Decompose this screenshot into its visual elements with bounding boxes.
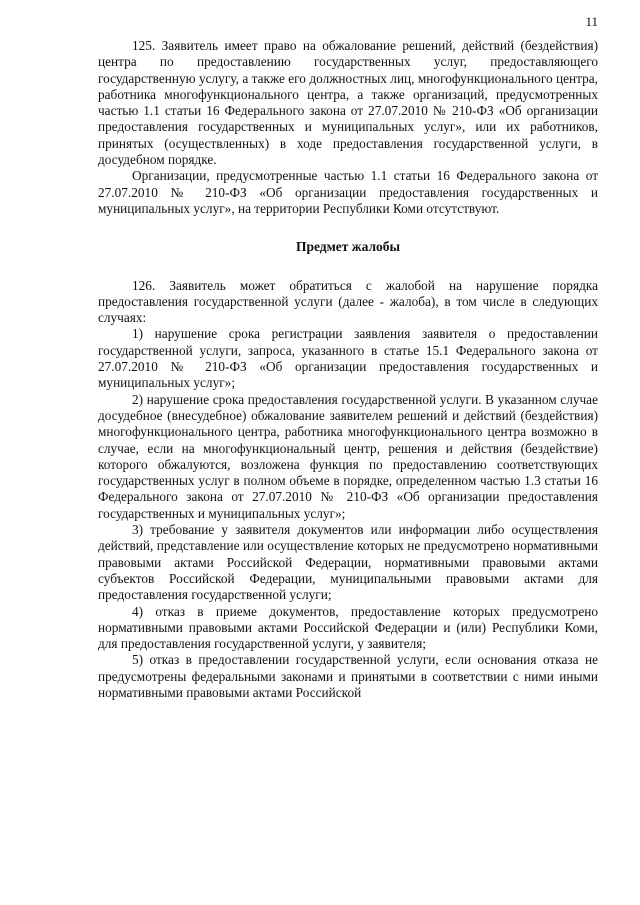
paragraph-126: 126. Заявитель может обратиться с жалобой на нарушение порядка предоставления государственной услуги (далее - жалоба), в том числе в следующих случаях:: [98, 277, 598, 326]
list-item-3: 3) требование у заявителя документов или информации либо осуществления действий, представление или осуществление которых не предусмотрено нормативными правовыми актами Российской Федерации, нормативными правовыми актами субъектов Российской Федерации, муниципальными правовыми актами для предоставления государственной услуги;: [98, 522, 598, 603]
paragraph-125: 125. Заявитель имеет право на обжалование решений, действий (бездействия) центра по предоставлению государственных услуг, предоставляющего государственную услугу, а также его должностных лиц, многофункционального центра, работника многофункционального центра, а также организаций, предусмотренных частью 1.1 статьи 16 Федерального закона от 27.07.2010 № 210-ФЗ «Об организации предоставления государственных и муниципальных услуг», или их работников, принятых (осуществленных) в ходе предоставления государственной услуги, в досудебном порядке.: [98, 38, 598, 168]
section-heading: Предмет жалобы: [295, 239, 401, 255]
list-item-5: 5) отказ в предоставлении государственной услуги, если основания отказа не предусмотрены федеральными законами и принятыми в соответствии с ними иными нормативными правовыми актами Российской: [98, 652, 598, 700]
list-item-4: 4) отказ в приеме документов, предоставление которых предусмотрено нормативными правовыми актами Российской Федерации и (или) Республики Коми, для предоставления государственной услуги, у заявителя;: [98, 603, 598, 652]
page-number: 11: [585, 14, 598, 29]
list-item-1: 1) нарушение срока регистрации заявления заявителя о предоставлении государственной услуги, запроса, указанного в статье 15.1 Федерального закона от 27.07.2010 № 210-ФЗ «Об организации предоставления государственных и муниципальных услуг»;: [98, 326, 598, 391]
paragraph-organizations: Организации, предусмотренные частью 1.1 статьи 16 Федерального закона от 27.07.2010 № 210-ФЗ «Об организации предоставления государственных и муниципальных услуг», на территории Республики Коми отсутствуют.: [98, 168, 598, 216]
document-body: [98, 38, 598, 701]
list-item-2: 2) нарушение срока предоставления государственной услуги. В указанном случае досудебное (внесудебное) обжалование заявителем решений и действий (бездействия) многофункционального центра, работника многофункционального центра возможно в случае, если на многофункциональный центр, решения и действия (бездействие) которого обжалуются, возложена функция по предоставлению соответствующих государственных услуг в полном объеме в порядке, определенном частью 1.3 статьи 16 Федерального закона от 27.07.2010 № 210-ФЗ «Об организации предоставления государственных и муниципальных услуг»;: [98, 391, 598, 521]
